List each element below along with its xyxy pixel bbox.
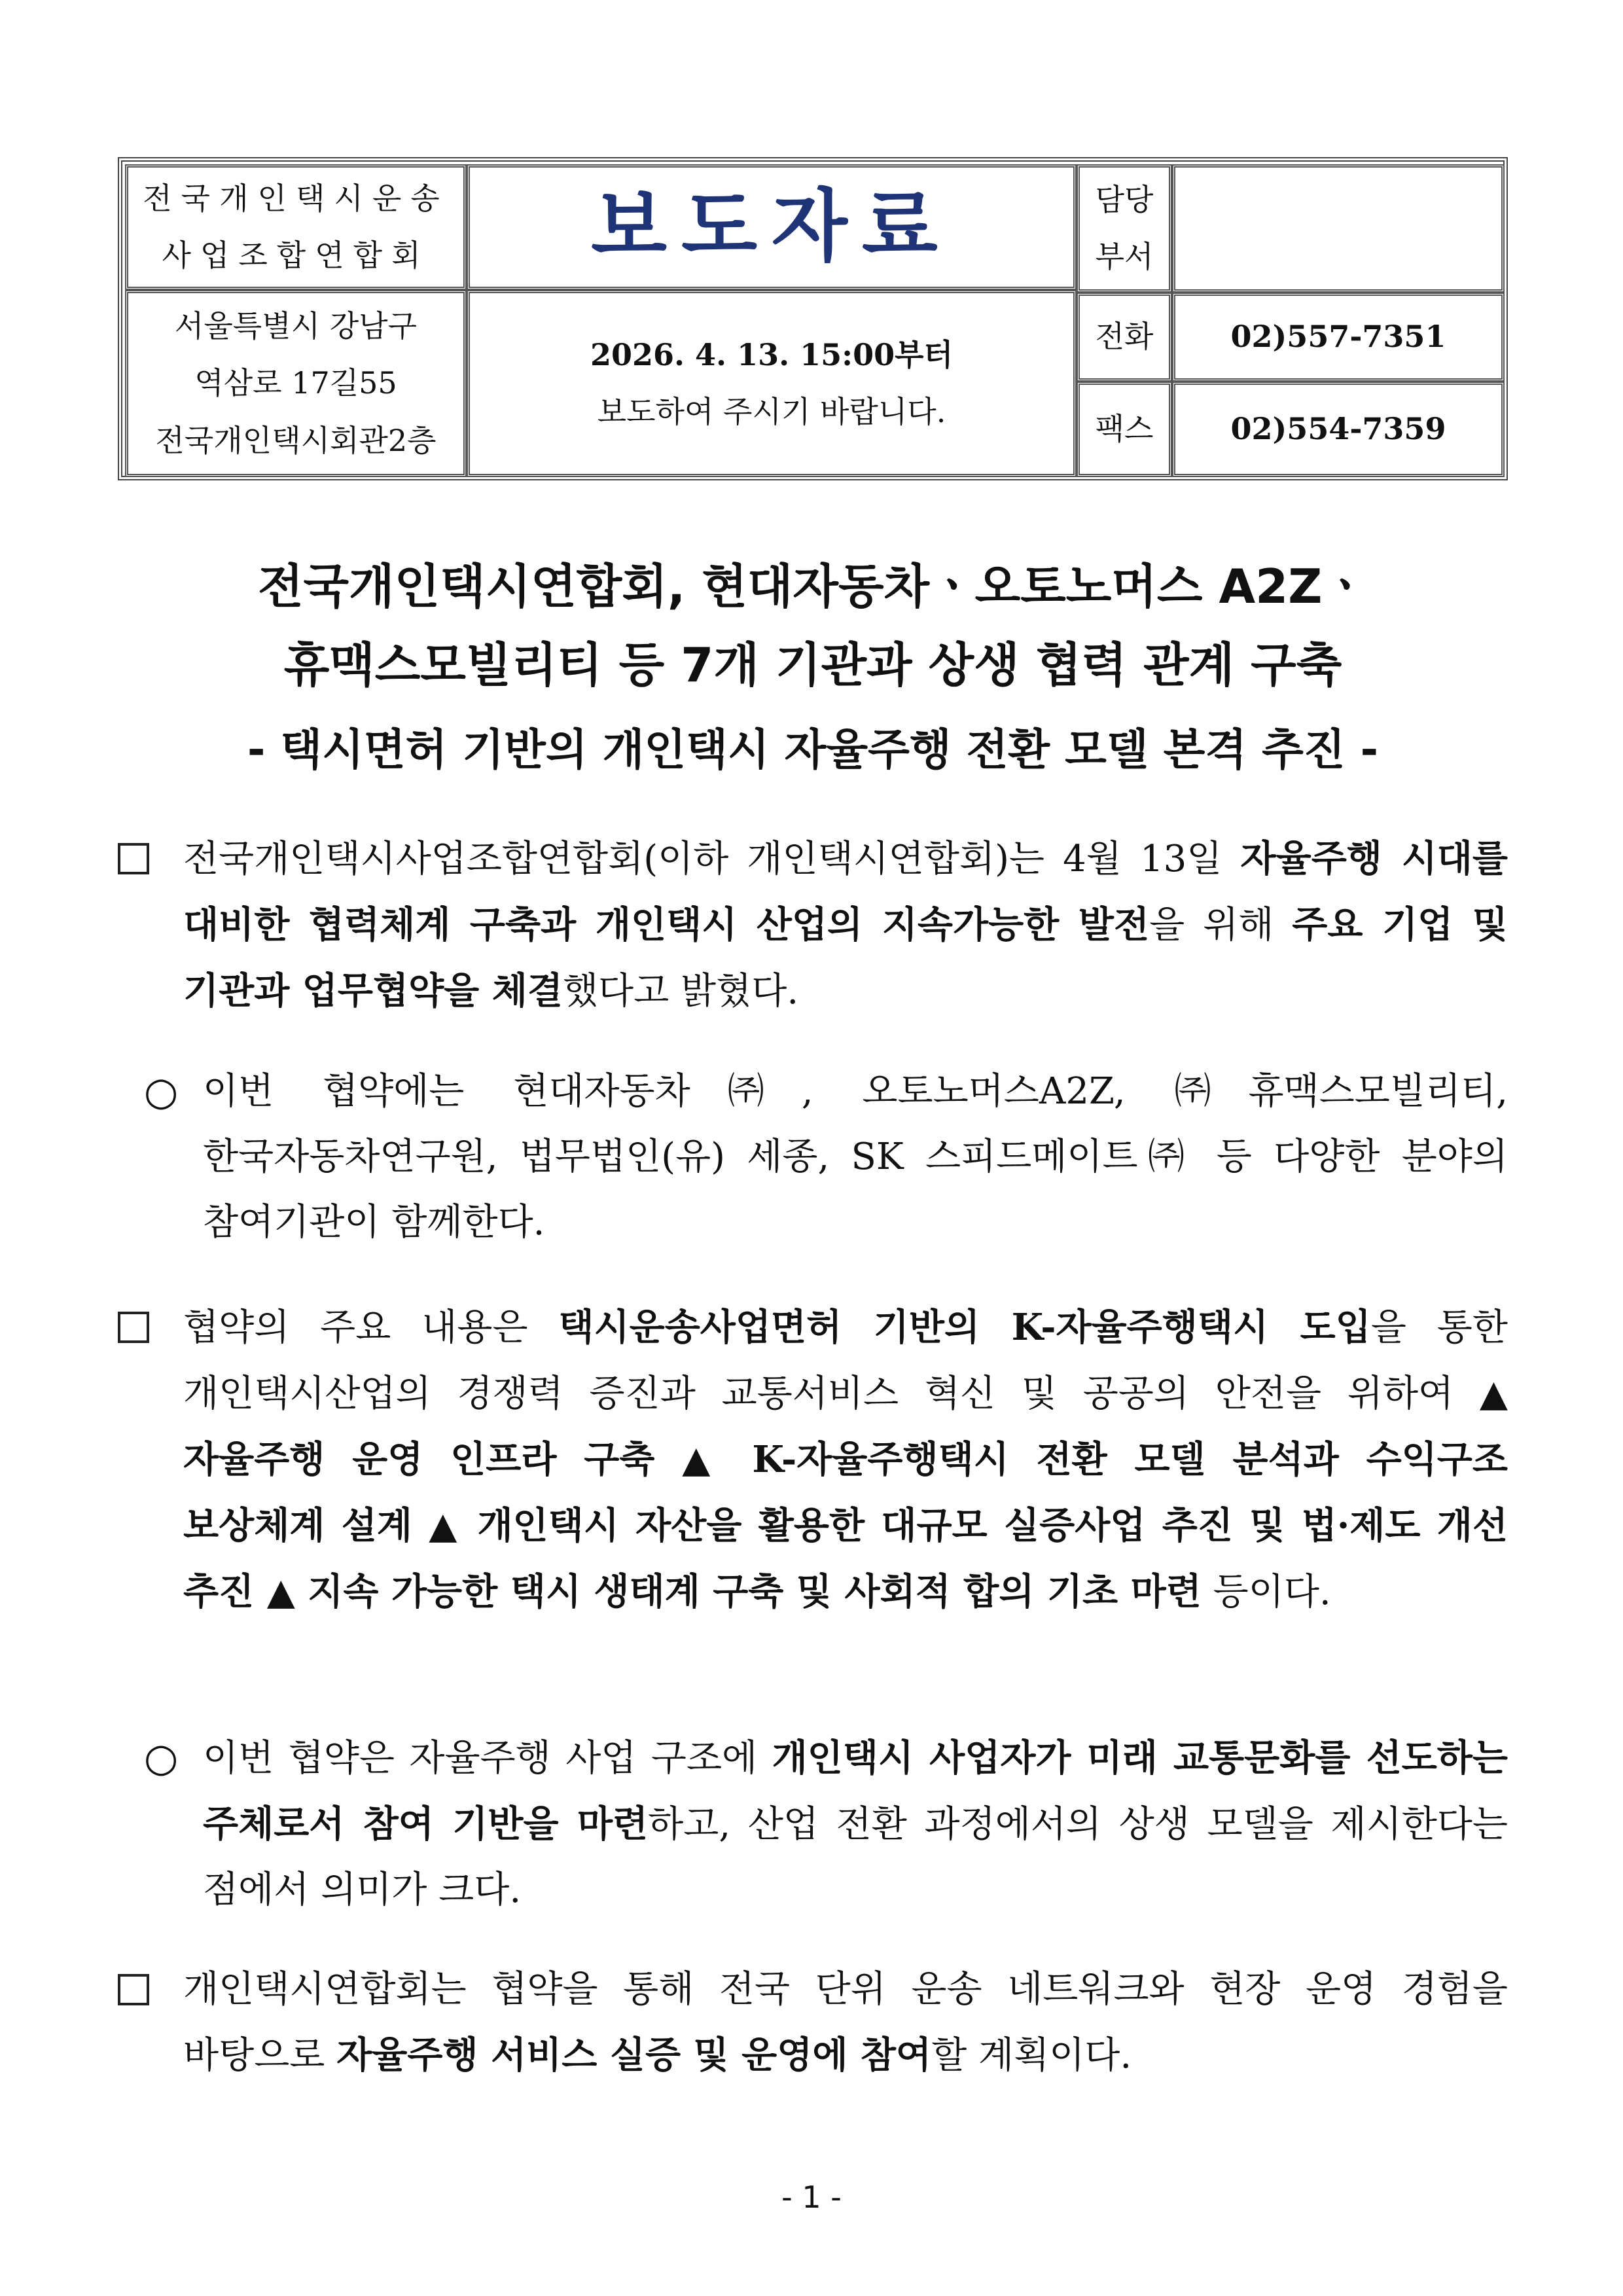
org-name-cell bbox=[125, 164, 467, 290]
paragraph-3 bbox=[118, 1295, 1508, 1625]
paragraph-5 bbox=[118, 1957, 1508, 2089]
tel-value-cell bbox=[1172, 293, 1505, 382]
org-name-line2: 사업조합연합회 bbox=[162, 238, 430, 273]
square-bullet-icon bbox=[118, 1312, 149, 1343]
fax-value: 02)554-7359 bbox=[1230, 411, 1446, 447]
doc-title: 보도자료 bbox=[591, 181, 952, 272]
p5-text-1: 개인택시연합회는 협약을 통해 전국 단위 운송 네트워크와 현장 운영 경험을 바탕으로 bbox=[183, 1968, 1508, 2077]
paragraph-2 bbox=[137, 1059, 1508, 1255]
headline-subtitle: - 택시면허 기반의 개인택시 자율주행 전환 모델 본격 추진 - bbox=[247, 725, 1378, 775]
headline-line1: 전국개인택시연합회, 현대자동차ㆍ오토노머스 A2Zㆍ bbox=[257, 559, 1368, 614]
p1-text-2: 을 위해 bbox=[1149, 904, 1293, 946]
dept-label-line2: 부서 bbox=[1095, 239, 1154, 274]
header-table bbox=[118, 157, 1508, 480]
p5-bold-1: 자율주행 서비스 실증 및 운영에 참여 bbox=[336, 2034, 932, 2077]
fax-label: 팩스 bbox=[1095, 411, 1154, 447]
embargo-line1: 2026. 4. 13. 15:00부터 bbox=[590, 336, 953, 372]
address-cell bbox=[125, 290, 467, 477]
p2-text-1: 이번 협약에는 현대자동차㈜, 오토노머스A2Z, ㈜휴맥스모빌리티, 한국자동차연구원, 법무법인(유) 세종, SK 스피드메이트㈜ 등 다양한 분야의 참여기관이 함께한다. bbox=[203, 1070, 1508, 1244]
p3-bold-1: 택시운송사업면허 기반의 K-자율주행택시 도입 bbox=[558, 1306, 1371, 1349]
square-bullet-icon bbox=[118, 1974, 149, 2005]
embargo-line2: 보도하여 주시기 바랍니다. bbox=[597, 394, 946, 429]
headline-line2: 휴맥스모빌리티 등 7개 기관과 상생 협력 관계 구축 bbox=[283, 637, 1342, 692]
tel-value: 02)557-7351 bbox=[1230, 319, 1446, 355]
circle-bullet-icon: ○ bbox=[144, 1069, 179, 1115]
p4-text-1: 이번 협약은 자율주행 사업 구조에 bbox=[203, 1737, 772, 1780]
dept-value-cell bbox=[1172, 164, 1505, 293]
p5-text-2: 할 계획이다. bbox=[931, 2034, 1132, 2077]
p3-text-2: 을 통한 개인택시산업의 경쟁력 증진과 교통서비스 혁신 및 공공의 안전을 위하여 bbox=[183, 1306, 1508, 1415]
doc-title-cell bbox=[467, 164, 1077, 290]
paragraph-1 bbox=[118, 826, 1508, 1024]
fax-value-cell bbox=[1172, 382, 1505, 477]
p3-bold-2: ▲ 자율주행 운영 인프라 구축 ▲ K-자율주행택시 전환 모델 분석과 수익구조 보상체계 설계 ▲ 개인택시 자산을 활용한 대규모 실증사업 추진 및 법·제도 개선 추진 ▲ 지속 가능한 택시 생태계 구축 및 사회적 합의 기초 마련 bbox=[183, 1372, 1508, 1613]
p1-bold-2: 주요 기업 및 기관과 업무협약을 체결 bbox=[183, 903, 1508, 1013]
fax-label-cell bbox=[1077, 382, 1172, 477]
dept-label-cell bbox=[1077, 164, 1172, 293]
tel-label-cell bbox=[1077, 293, 1172, 382]
p1-bold-1: 자율주행 시대를 대비한 협력체계 구축과 개인택시 산업의 지속가능한 발전 bbox=[183, 837, 1508, 946]
p3-text-3: 등이다. bbox=[1201, 1571, 1331, 1613]
tel-label: 전화 bbox=[1095, 319, 1154, 355]
circle-bullet-icon: ○ bbox=[144, 1735, 179, 1781]
paragraph-4 bbox=[137, 1725, 1508, 1923]
p1-text-1: 전국개인택시사업조합연합회(이하 개인택시연합회)는 4월 13일 bbox=[183, 838, 1241, 880]
p4-bold-1: 개인택시 사업자가 미래 교통문화를 선도하는 주체로서 참여 기반을 마련 bbox=[203, 1736, 1508, 1846]
square-bullet-icon bbox=[118, 843, 149, 874]
address-line1: 서울특별시 강남구 bbox=[174, 308, 418, 344]
address-line2: 역삼로 17길55 bbox=[194, 365, 397, 401]
p3-text-1: 협약의 주요 내용은 bbox=[183, 1306, 559, 1349]
p4-text-2: 하고, 산업 전환 과정에서의 상생 모델을 제시한다는 점에서 의미가 크다. bbox=[203, 1803, 1508, 1911]
embargo-cell bbox=[467, 290, 1077, 477]
org-name-line1: 전국개인택시운송 bbox=[143, 180, 449, 216]
page-number: - 1 - bbox=[781, 2179, 842, 2215]
p1-text-3: 했다고 밝혔다. bbox=[562, 970, 799, 1013]
dept-label-line1: 담당 bbox=[1095, 181, 1154, 217]
address-line3: 전국개인택시회관2층 bbox=[155, 422, 437, 458]
